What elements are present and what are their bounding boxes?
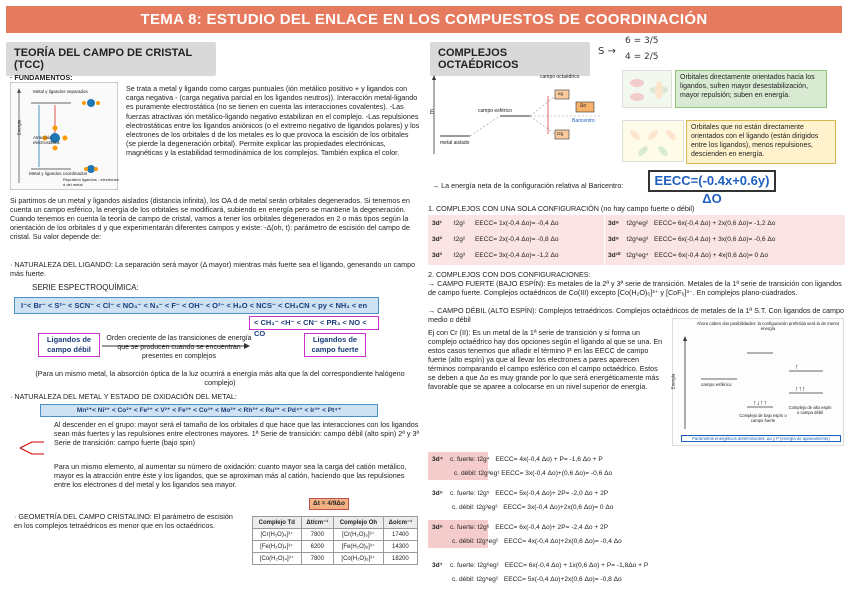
- single-row-d10: [608, 251, 768, 260]
- debil-config: c. débil: t2g⁴eg²: [452, 538, 499, 545]
- label-metal-aislado: metal aislado: [440, 140, 470, 146]
- d5-debil-row: [452, 503, 613, 512]
- campo-debil-text: → CAMPO DÉBIL (ALTO ESPÍN): Complejos tetraédricos. Complejos octaédricos de metales de la 1ª S.T. Con ligandos de campo medio o débil: [428, 306, 844, 324]
- handnote-arrow: S →: [598, 46, 616, 57]
- spin-label-parametros: Parámetros energéticos determinantes: Δo y P (energía de apareamiento): [681, 435, 841, 442]
- debil-eq: EECC= 4x(-0,4 Δo)+2x(0,6 Δo)= -0,4 Δo: [503, 538, 622, 545]
- debil-eq: EECC= 3x(-0,4 Δo)+2x(0,6 Δo)= 0 Δo: [503, 504, 614, 511]
- metal-oxidacion-label: · NATURALEZA DEL METAL Y ESTADO DE OXIDACIÓN DEL METAL:: [10, 392, 237, 401]
- d-count: 3d¹: [432, 220, 442, 227]
- eg-orbitals-image: [622, 70, 672, 108]
- eecc-equation: EECC= 6x(-0,4 Δo) + 2x(0,6 Δo)= -1,2 Δo: [653, 220, 776, 227]
- svg-text:↑↑↑: ↑↑↑: [795, 386, 806, 393]
- table-cell: [Fe(H₂O)₆]³⁺: [333, 541, 383, 553]
- d-count: 3d⁷: [432, 562, 443, 569]
- single-row-d1: [432, 219, 559, 228]
- t2g-note: Orbitales que no están directamente orientados con el ligando (están dirigidos entre los ligandos), menos repulsiones, descienden en energía.: [686, 120, 836, 164]
- oxidacion-text: Para un mismo elemento, al aumentar su número de oxidación: cuanto mayor sea la carga del catión metálico, mayor es la atracción entre éste y los ligandos, que se aproximan más al catión, haciendo que las repulsiones entre los electrones d del metal y los ligandos sea mayor.: [54, 462, 407, 489]
- tcc-section-title: TEORÍA DEL CAMPO DE CRISTAL (TCC): [6, 42, 216, 76]
- single-config-header: 1. COMPLEJOS CON UNA SOLA CONFIGURACIÓN (no hay campo fuerte o débil): [428, 204, 695, 213]
- ligandos-campo-fuerte-box: Ligandos de campo fuerte: [304, 333, 366, 357]
- handnote-four: 4 = 2/5: [625, 52, 659, 62]
- d6-fuerte-row: [450, 523, 608, 532]
- two-config-header: 2. COMPLEJOS CON DOS CONFIGURACIONES:: [428, 270, 591, 279]
- d-count: 3d⁹: [608, 236, 619, 243]
- octahedral-splitting-diagram: [430, 72, 608, 160]
- label-campo-esferico: campo esférico: [478, 108, 512, 114]
- diagram-label-coordinados: Metal y ligandos coordinados: [29, 171, 88, 176]
- diagram-label-atraccion: Atracción electrostática: [33, 135, 60, 145]
- single-row-d2: [432, 235, 559, 244]
- transiciones-text: Orden creciente de las transiciones de energía que se producen cuando se encuentran presentes en complejos: [106, 335, 252, 360]
- serie-espectroquimica-bottom: < CH₃⁻ <H⁻ < CN⁻ < PR₃ < NO < CO: [249, 316, 379, 330]
- eecc-equation: EECC= 6x(-0,4 Δo) + 4x(0,6 Δo)= 0 Δo: [654, 252, 769, 259]
- octaedricos-section-title: COMPLEJOS OCTAÉDRICOS: [430, 42, 590, 76]
- campo-cristal-paragraph: Si partimos de un metal y ligandos aislados (distancia infinita), los OA d de metal serán orbitales degenerados. Si tenemos en cuenta un campo esférico, la energía de los orbitales se modificará, subiendo en energía pero se mantiene la degeneración. Cuando tenemos en cuenta la teoría de campo de cristal, vamos a tener los orbitales degenerados en 2 o más tipos según la orientación de los orbitales d y que experimentarán diferentes campos y existe: -Δ(oh, t): parámetro de escisión del campo de cristal. Su valor depende de:: [10, 196, 410, 241]
- fundamentos-label: · FUNDAMENTOS:: [10, 73, 73, 82]
- table-header-row: [253, 517, 418, 529]
- table-row: [253, 541, 418, 553]
- debil-config: c. débil: t2g³eg²: [452, 504, 498, 511]
- table-cell: [Cr(H₂O)₄]³⁺: [253, 529, 302, 541]
- delta-relation-badge: Δt = 4/9Δo: [309, 498, 349, 510]
- d5-fuerte-row: [450, 489, 608, 498]
- table-cell: 17400: [383, 529, 417, 541]
- label-delta-o: Δo: [580, 103, 587, 109]
- debil-eq: EECC= 3x(-0,4 Δo)+(0,6 Δo)= -0,6 Δo: [501, 470, 613, 477]
- ejemplo-cr-text: Ej con Cr (II): Es un metal de la 1ª serie de transición y si forma un complejo octaédrico hay dos opciones según el ligando al que se una. En estos casos tenemos que añadir el término P en las EECC de campo fuerte (alto espín) ya que al llevar los electrones a pares aparecen términos comparando el campo esférico con el campo octaédrico. Estos se deben a que Δo es muy grande por lo que será energéticamente más favorable que se aparee a colocarse en un nivel superior de energía.: [428, 328, 663, 391]
- config: t2g²: [453, 236, 466, 243]
- d7-debil-row: [452, 575, 622, 584]
- page-title: TEMA 8: ESTUDIO DEL ENLACE EN LOS COMPUESTOS DE COORDINACIÓN: [6, 6, 842, 33]
- spin-diagram-svg: [673, 319, 845, 447]
- config: t2g³: [453, 252, 466, 259]
- fuerte-eq: EECC= 5x(-0,4 Δo)+ 2P= -2,0 Δo + 2P: [495, 490, 609, 497]
- eecc-equation: EECC= 3x(-0,4 Δo)= -1,2 Δo: [474, 252, 559, 259]
- table-cell: 18200: [383, 553, 417, 565]
- table-cell: [Co(H₂O)₆]³⁺: [333, 553, 383, 565]
- table-cell: [Cr(H₂O)₆]³⁺: [333, 529, 383, 541]
- config: t2g⁶eg²: [626, 220, 649, 227]
- debil-config: c. débil: t2g³eg¹: [454, 470, 500, 477]
- single-row-d3: [432, 251, 559, 260]
- eg-orbital-lobes-icon: [623, 71, 673, 109]
- table-header: Δo/cm⁻¹: [383, 517, 417, 529]
- eecc-equation: EECC= 1x(-0,4 Δo)= -0,4 Δo: [474, 220, 559, 227]
- fuerte-config: c. fuerte: t2g⁶eg¹: [450, 562, 499, 569]
- spin-label-energia: Energía: [670, 373, 676, 390]
- spin-label-campo-esferico: campo esférico: [701, 382, 732, 387]
- diagram-label-repulsion: Repulsión ligandos - electrones d del metal: [63, 177, 119, 187]
- d-count: 3d⁵: [432, 490, 443, 497]
- table-cell: 7800: [301, 529, 333, 541]
- handnote-six: 6 = 3/5: [625, 36, 659, 46]
- energia-neta-text: → La energía neta de la configuración relativa al Baricentro:: [432, 181, 624, 190]
- arrow-debil-fuerte: [100, 343, 252, 349]
- diagram-label-separados: Metal y ligandos separados: [33, 89, 88, 94]
- metal-series: Mn²⁺< Ni²⁺ < Co²⁺ < Fe²⁺ < V²⁺ < Fe³⁺ < Co³⁺ < Mo³⁺ < Rh³⁺ < Ru³⁺ < Pd⁴⁺ < Ir³⁺ < Pt⁴⁺: [40, 404, 378, 417]
- d-count: 3d⁴: [432, 456, 443, 463]
- hand-arrow-icon: [18, 438, 46, 458]
- config: t2g¹: [453, 220, 466, 227]
- d6-debil-row: [452, 537, 622, 546]
- d-count: 3d¹⁰: [608, 252, 621, 259]
- geometria-text: · GEOMETRÍA DEL CAMPO CRISTALINO: El parámetro de escisión en los complejos tetraédricos es menor que en los octaédricos.: [14, 512, 233, 530]
- fuerte-config: c. fuerte: t2g⁴: [450, 456, 490, 463]
- complejos-table: [252, 516, 418, 565]
- fuerte-config: c. fuerte: t2g⁶: [450, 524, 490, 531]
- eg-note: Orbitales directamente orientados hacia los ligandos, sufren mayor desestabilización, mayor repulsión; suben en energía.: [675, 70, 827, 108]
- table-header: Complejo Td: [253, 517, 302, 529]
- table-row: [253, 529, 418, 541]
- spin-diagram: [672, 318, 844, 446]
- label-baricentro: Baricentro: [572, 118, 595, 124]
- eecc-formula-box: EECC=(-0.4x+0.6y) ΔO: [648, 170, 776, 192]
- table-header: Complejo Oh: [333, 517, 383, 529]
- t2g-orbital-lobes-icon: [623, 121, 685, 163]
- config: t2g⁶eg³: [626, 236, 649, 243]
- mismo-metal-text: (Para un mismo metal, la absorción óptica de la luz ocurrirá a energía más alta que la del correspondiente halógeno complejo): [35, 369, 405, 387]
- eecc-equation: EECC= 2x(-0,4 Δo)= -0,8 Δo: [474, 236, 559, 243]
- ligandos-campo-debil-box: Ligandos de campo débil: [38, 333, 100, 357]
- campo-fuerte-text: → CAMPO FUERTE (BAJO ESPÍN): Es metales de la 2ª y 3ª serie de transición. Metales de la 1ª serie de transición con ligandos de campo fuerte. Complejos octaédricos de Co(III) excepto [Co(H₂O)₆]³⁺ y [CoF₆]³⁻. En complejos plano-cuadrados.: [428, 279, 842, 297]
- t2g-orbitals-image: [622, 120, 684, 162]
- d7-fuerte-row: [450, 561, 648, 570]
- eecc-equation: EECC= 6x(-0,4 Δo) + 3x(0,6 Δo)= -0,6 Δo: [653, 236, 776, 243]
- svg-text:↑↓↑↑: ↑↓↑↑: [753, 400, 767, 407]
- debil-eq: EECC= 5x(-0,4 Δo)+2x(0,6 Δo)= -0,8 Δo: [503, 576, 622, 583]
- table-row: [253, 553, 418, 565]
- spin-label-alto-espin: Complejo de alto espín o campo débil: [788, 405, 832, 415]
- table-header: Δt/cm⁻¹: [301, 517, 333, 529]
- naturaleza-ligando-text: · NATURALEZA DEL LIGANDO: La separación será mayor (Δ mayor) mientras más fuerte sea el ligando, generando un campo más fuerte.: [10, 260, 416, 278]
- d-count: 3d³: [432, 252, 442, 259]
- table-cell: 14300: [383, 541, 417, 553]
- tcc-energy-diagram: [10, 82, 118, 190]
- fundamentos-text: Se trata a metal y ligando como cargas puntuales (ión metálico positivo + y ligandos con carga negativa - (carga negativa parcial en los ligandos neutros)). Interacción metal-ligando es puramente electrostática (no se tienen en cuenta las interacciones covalentes). -Las fuerzas atractivas ión metálico-ligando negativo estabilizan en el complejo. -Las repulsiones electrostáticas entre los ligandos aniónicos (o el extremo negativo de ligandos polares) y los electrones de los orbitales d de los metales es lo que provoca la escisión de los orbitales (se pierde la degeneración orbital). Permite explicar las propiedades electrónicas, magnéticas y la estabilidad termodinámica de los complejos. También explica el color.: [126, 84, 420, 158]
- fuerte-eq: EECC= 6x(-0,4 Δo)+ 2P= -2,4 Δo + 2P: [495, 524, 609, 531]
- d4-fuerte-row: [450, 455, 603, 464]
- label-energy-axis: E: [430, 110, 435, 116]
- table-cell: [Co(H₂O)₄]³⁺: [253, 553, 302, 565]
- table-cell: 7800: [301, 553, 333, 565]
- d-count: 3d²: [432, 236, 442, 243]
- config: t2g⁶eg⁴: [626, 252, 649, 259]
- fuerte-eq: EECC= 6x(-0,4 Δo) + 1x(0,6 Δo) + P= -1,8Δo + P: [504, 562, 649, 569]
- serie-espectroquimica-top: I⁻< Br⁻ < S²⁻ < SCN⁻ < Cl⁻ < NO₃⁻ < N₃⁻ < F⁻ < OH⁻ < O²⁻ < H₂O < NCS⁻ < CH₃CN < py < NH₃ < en: [14, 297, 379, 314]
- label-eg: eg: [558, 91, 564, 96]
- d-count: 3d⁶: [432, 524, 443, 531]
- spin-diagram-title: Ahora caben dos posibilidades: la configuración preferida será la de menor energía: [696, 321, 840, 331]
- descender-grupo-text: Al descender en el grupo: mayor será el tamaño de los orbitales d que hace que las interacciones con los ligandos sean más fuertes y las repulsiones entre electrones mayores. 1ª Serie de transición: campo débil (alto spin) 2ª y 3ª Serie de transición: campo fuerte (bajo spin): [54, 420, 420, 447]
- splitting-svg: [430, 72, 608, 160]
- d-count: 3d⁸: [608, 220, 619, 227]
- debil-config: c. débil: t2g⁵eg²: [452, 576, 498, 583]
- serie-espectroquimica-label: SERIE ESPECTROQUÍMICA:: [32, 283, 139, 292]
- fuerte-config: c. fuerte: t2g⁵: [450, 490, 490, 497]
- d4-debil-row: [454, 469, 612, 478]
- table-cell: [Fe(H₂O)₄]³⁺: [253, 541, 302, 553]
- svg-text:↑: ↑: [795, 364, 799, 371]
- label-t2g: t2g: [557, 131, 564, 136]
- spin-label-bajo-espin: Complejo de bajo espín o campo fuerte: [739, 413, 787, 423]
- single-row-d9: [608, 235, 775, 244]
- single-row-d8: [608, 219, 775, 228]
- diagram-label-energia: Energía: [16, 119, 22, 136]
- table-cell: 6200: [301, 541, 333, 553]
- label-campo-octaedrico: campo octaédrico: [540, 74, 580, 80]
- fuerte-eq: EECC= 4x(-0,4 Δo) + P= -1,6 Δo + P: [495, 456, 603, 463]
